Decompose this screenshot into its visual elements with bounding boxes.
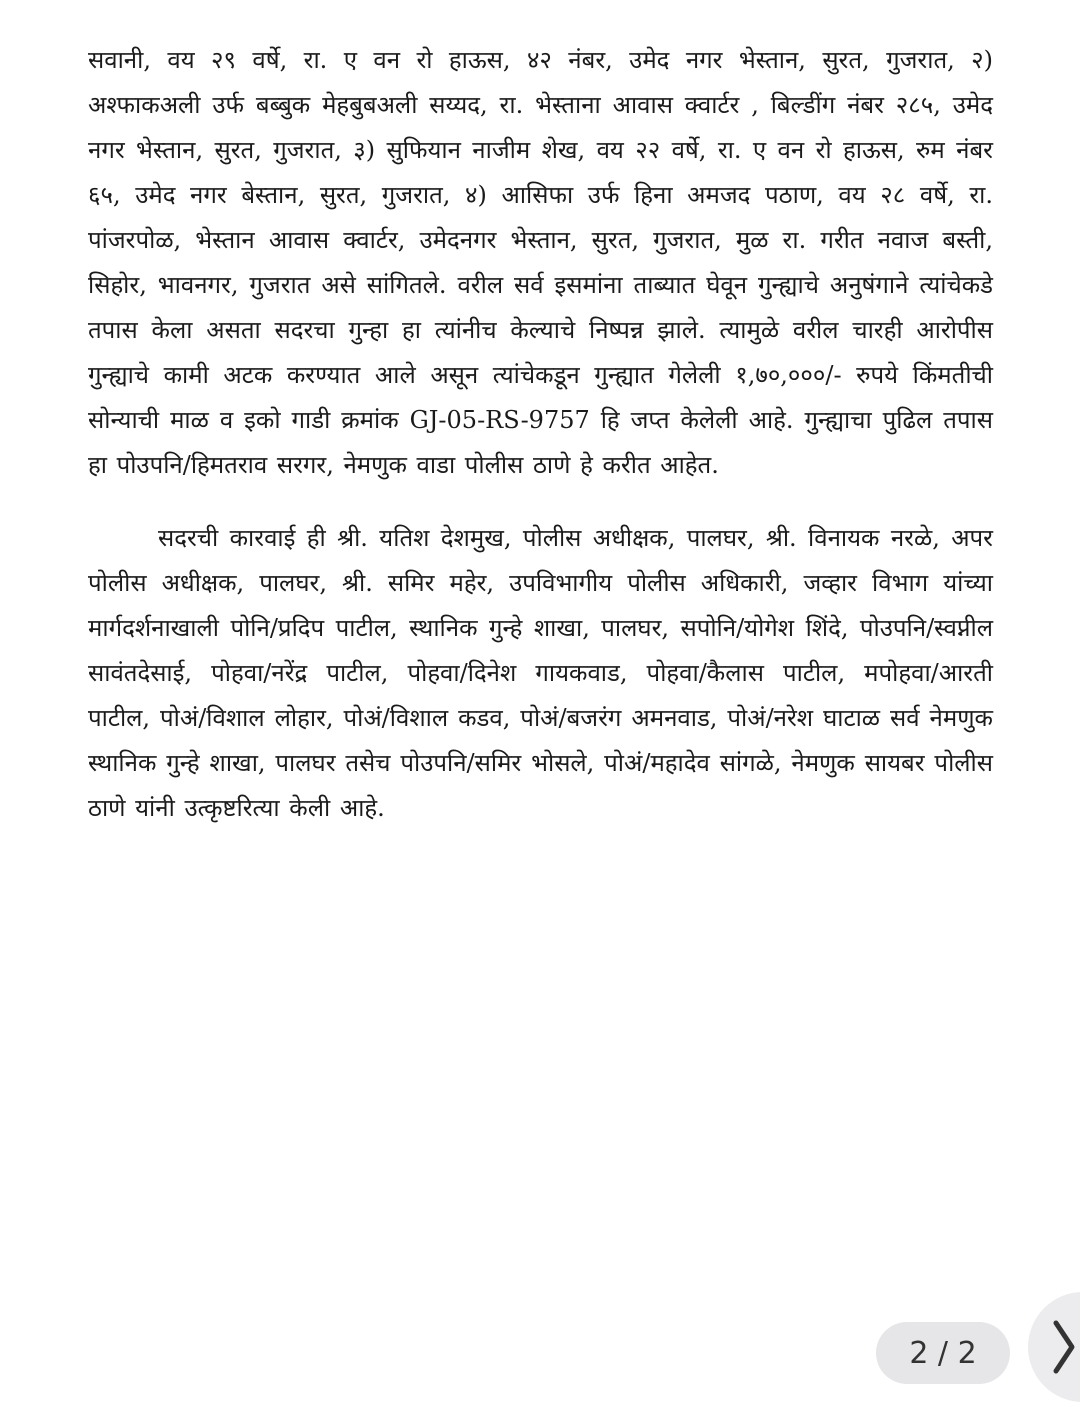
paragraph-action-credits: सदरची कारवाई ही श्री. यतिश देशमुख, पोलीस अधीक्षक, पालघर, श्री. विनायक नरळे, अपर पोलीस अधीक्षक, पालघर, श्री. समिर महेर, उपविभागीय पोलीस अधिकारी, जव्हार विभाग यांच्या मार्गदर्शनाखाली पोनि/प्रदिप पाटील, स्थानिक गुन्हे शाखा, पालघर, सपोनि/योगेश शिंदे, पोउपनि/स्वप्नील सावंतदेसाई, पोहवा/नरेंद्र पाटील, पोहवा/दिनेश गायकवाड, पोहवा/कैलास पाटील, मपोहवा/आरती पाटील, पोअं/विशाल लोहार, पोअं/विशाल कडव, पोअं/बजरंग अमनवाड, पोअं/नरेश घाटाळ सर्व नेमणुक स्थानिक गुन्हे शाखा, पालघर तसेच पोउपनि/समिर भोसले, पोअं/महादेव सांगळे, नेमणुक सायबर पोलीस ठाणे यांनी उत्कृष्टरित्या केली आहे. [88, 524, 993, 822]
document-body [88, 38, 993, 831]
page-indicator: 2 / 2 [876, 1322, 1010, 1384]
paragraph-accused-details: सवानी, वय २९ वर्षे, रा. ए वन रो हाऊस, ४२ नंबर, उमेद नगर भेस्तान, सुरत, गुजरात, २) अश्फाकअली उर्फ बब्बुक मेहबुबअली सय्यद, रा. भेस्ताना आवास क्वार्टर , बिल्डींग नंबर २८५, उमेद नगर भेस्तान, सुरत, गुजरात, ३) सुफियान नाजीम शेख, वय २२ वर्षे, रा. ए वन रो हाऊस, रुम नंबर ६५, उमेद नगर बेस्तान, सुरत, गुजरात, ४) आसिफा उर्फ हिना अमजद पठाण, वय २८ वर्षे, रा. पांजरपोळ, भेस्तान आवास क्वार्टर, उमेदनगर भेस्तान, सुरत, गुजरात, मुळ रा. गरीत नवाज बस्ती, सिहोर, भावनगर, गुजरात असे सांगितले. वरील सर्व इसमांना ताब्यात घेवून गुन्ह्याचे अनुषंगाने त्यांचेकडे तपास केला असता सदरचा गुन्हा हा त्यांनीच केल्याचे निष्पन्न झाले. त्यामुळे वरील चारही आरोपीस गुन्ह्याचे कामी अटक करण्यात आले असून त्यांचेकडून गुन्ह्यात गेलेली १,७०,०००/- रुपये किंमतीची सोन्याची माळ व इको गाडी क्रमांक GJ-05-RS-9757 हि जप्त केलेली आहे. गुन्ह्याचा पुढिल तपास हा पोउपनि/हिमतराव सरगर, नेमणुक वाडा पोलीस ठाणे हे करीत आहेत. [88, 46, 993, 479]
chevron-right-icon [1052, 1317, 1078, 1377]
